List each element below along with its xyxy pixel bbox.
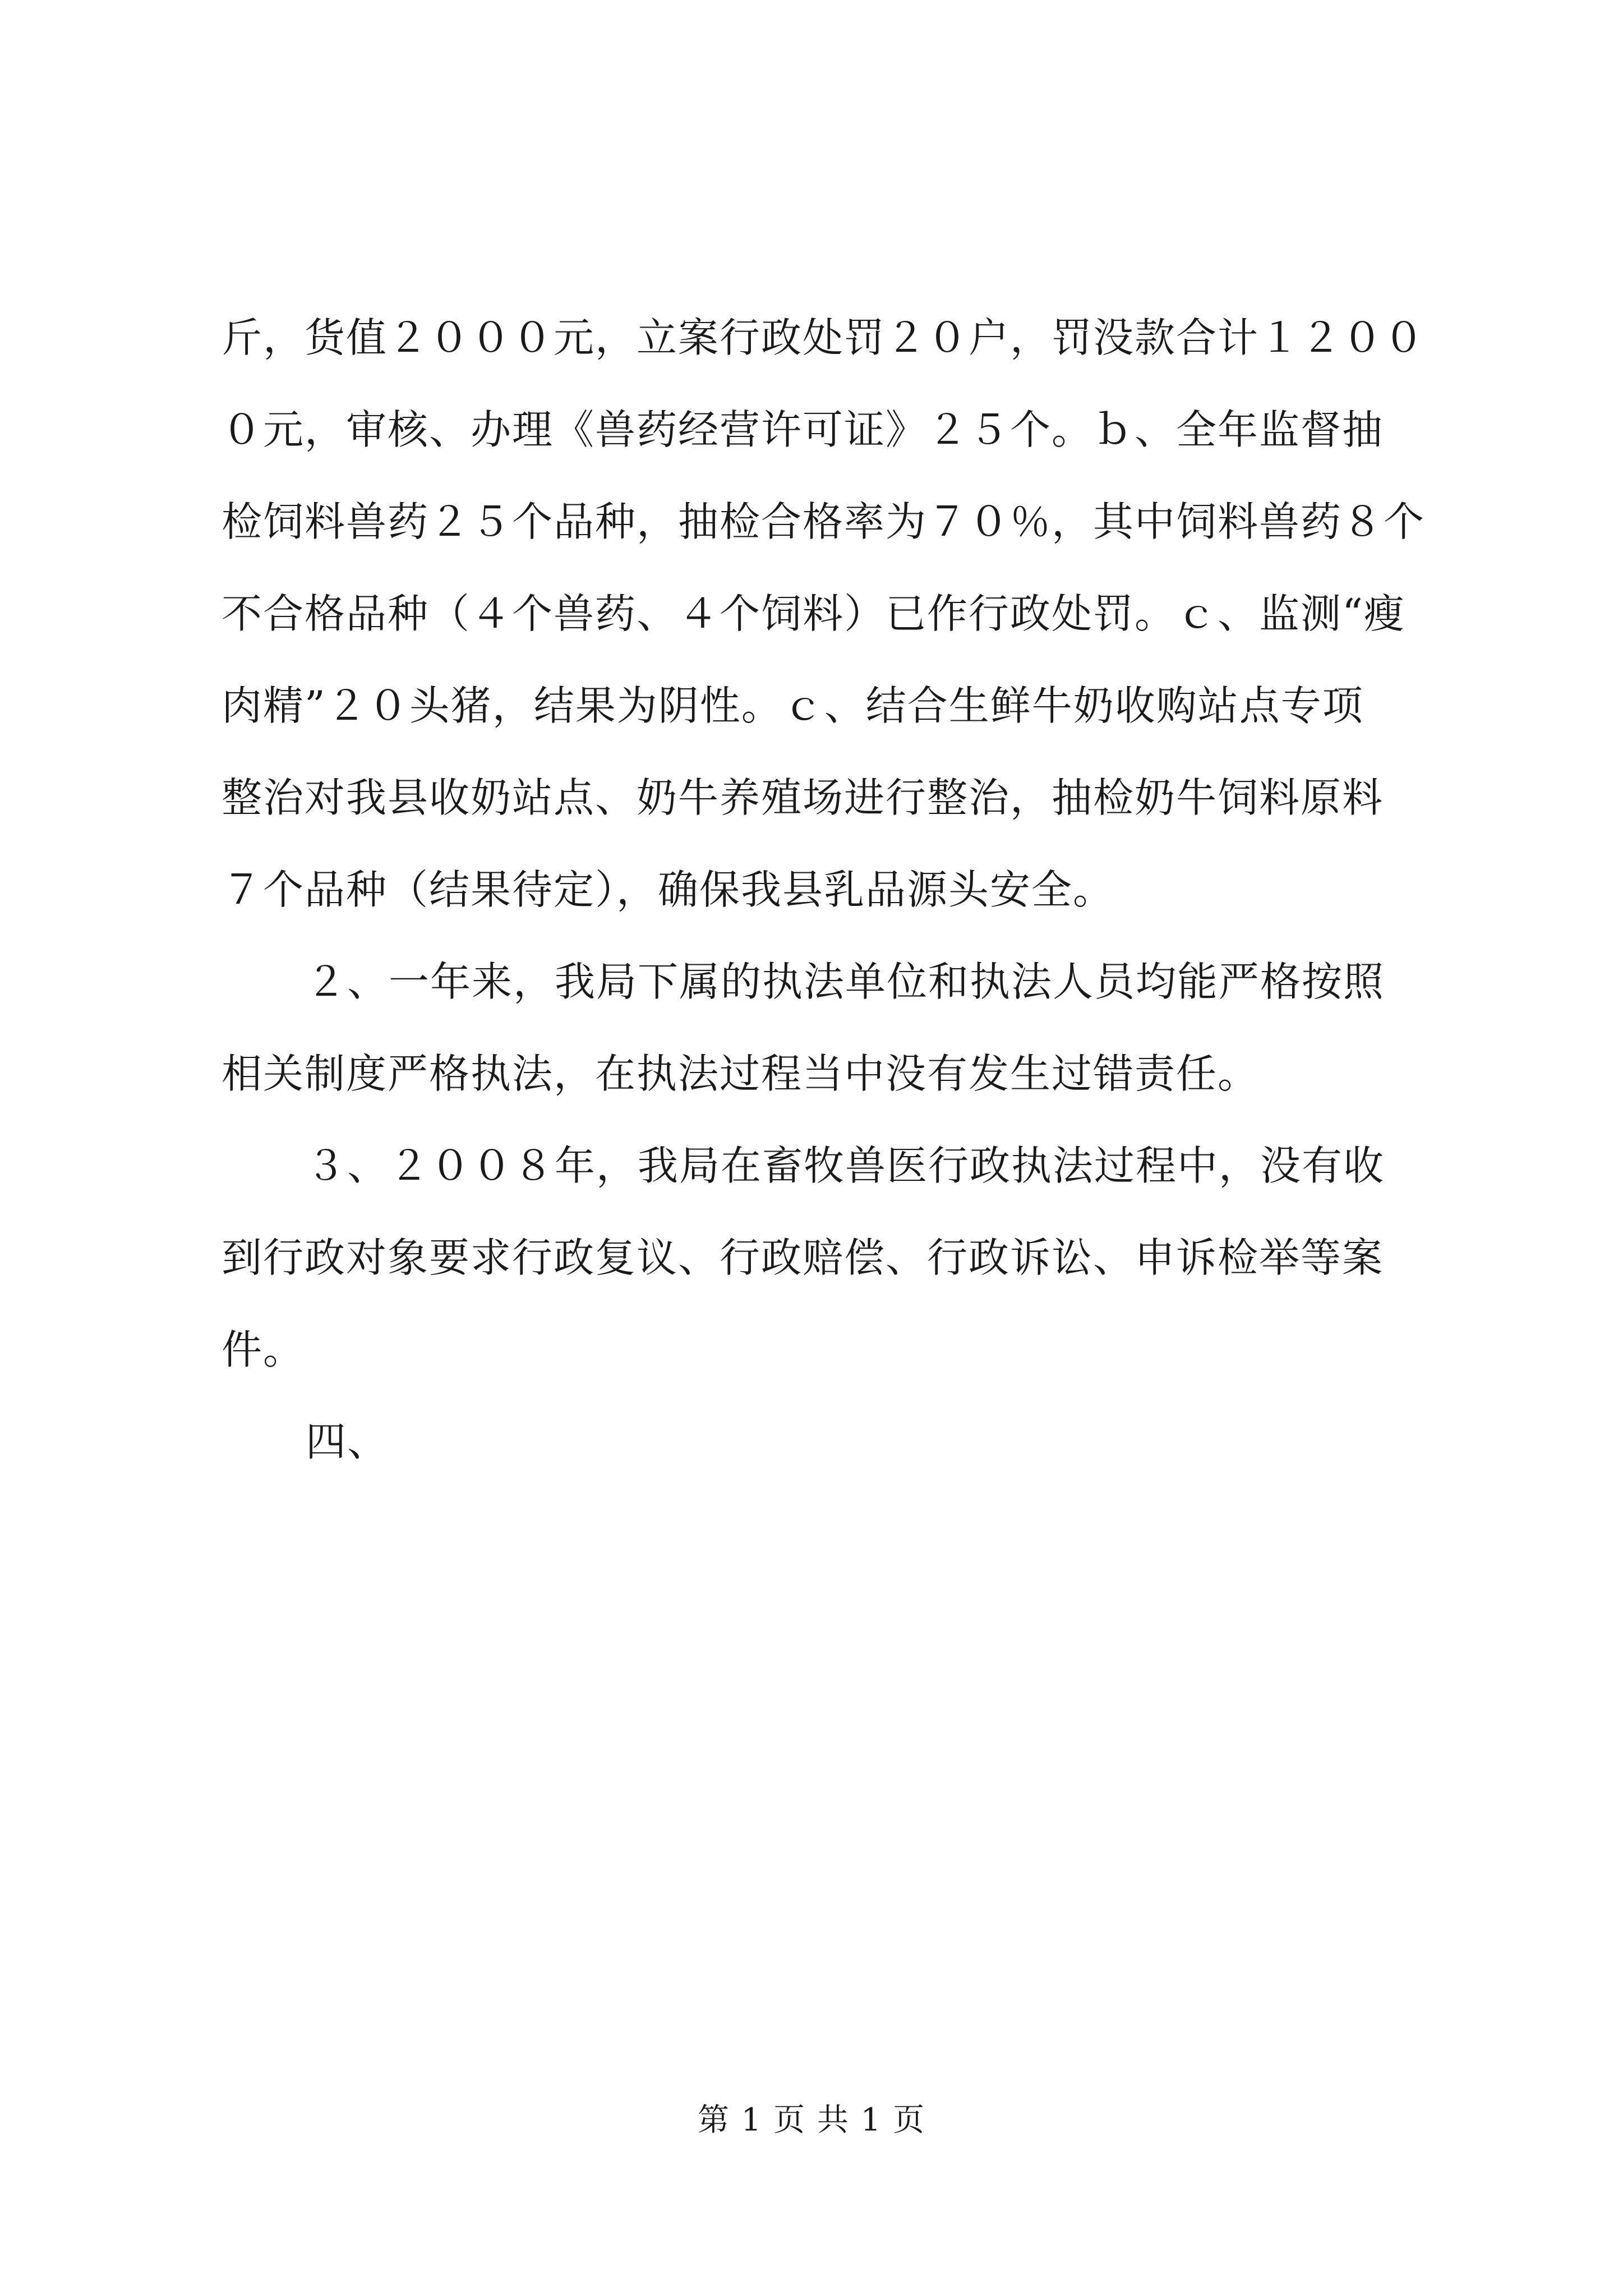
paragraph-line: 整治对我县收奶站点、奶牛养殖场进行整治，抽检奶牛饲料原料 [222, 774, 1384, 821]
page-footer: 第 1 页 共 1 页 [697, 2102, 926, 2138]
paragraph-line: 件。 [222, 1326, 305, 1373]
paragraph-line: 检饲料兽药２５个品种，抽检合格率为７０％，其中饲料兽药８个 [222, 498, 1426, 545]
paragraph-line: ３、２００８年，我局在畜牧兽医行政执法过程中，没有收 [306, 1142, 1385, 1189]
paragraph-line: ０元，审核、办理《兽药经营许可证》２５个。ｂ、全年监督抽 [222, 406, 1384, 453]
section-heading: 四、 [306, 1418, 389, 1465]
paragraph-line: ２、一年来，我局下属的执法单位和执法人员均能严格按照 [306, 958, 1385, 1005]
paragraph-line: 到行政对象要求行政复议、行政赔偿、行政诉讼、申诉检举等案 [222, 1234, 1384, 1281]
paragraph-line: 相关制度严格执法，在执法过程当中没有发生过错责任。 [222, 1050, 1260, 1097]
document-body [222, 292, 1426, 1488]
paragraph-line: 不合格品种（４个兽药、４个饲料）已作行政处罚。ｃ、监测“瘦 [222, 590, 1405, 637]
paragraph-line: 肉精”２０头猪，结果为阴性。ｃ、结合生鲜牛奶收购站点专项 [222, 682, 1364, 729]
paragraph-line: ７个品种（结果待定），确保我县乳品源头安全。 [222, 866, 1115, 913]
paragraph-line: 斤，货值２０００元，立案行政处罚２０户，罚没款合计１２００ [222, 314, 1426, 361]
